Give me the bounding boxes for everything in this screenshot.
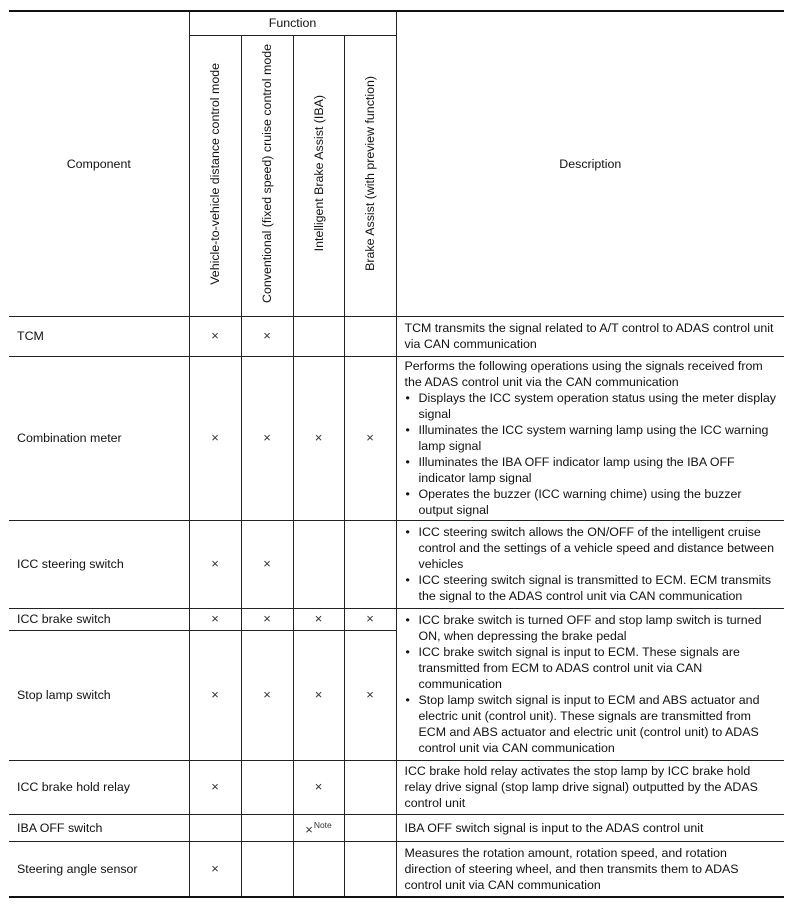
header-function-cell [189, 35, 241, 316]
component-description [396, 841, 784, 897]
bullet-item [405, 692, 777, 756]
component-name: Stop lamp switch [9, 630, 189, 760]
function-mark: × [293, 608, 344, 630]
bullet-dot-icon: • [405, 645, 410, 659]
function-mark [344, 316, 396, 356]
header-function-cell [293, 35, 344, 316]
function-mark: × [189, 630, 241, 760]
function-mark [241, 814, 293, 841]
bullet-dot-icon: • [405, 391, 410, 405]
function-label-distance-control: Vehicle-to-vehicle distance control mode [208, 62, 222, 285]
description-text: Measures the rotation amount, rotation speed, and rotation direction of steering wheel, and then transmits them to ADAS control unit via CAN communication [404, 845, 739, 892]
function-mark: × [293, 630, 344, 760]
bullet-text: ICC brake switch signal is input to ECM. These signals are transmitted from ECM to ADAS control unit via CAN communication [418, 645, 740, 691]
component-description [396, 520, 784, 608]
table-row [9, 520, 784, 608]
description-text: IBA OFF switch signal is input to the ADAS control unit [404, 820, 704, 835]
description-bullets [405, 524, 777, 604]
function-mark: × [293, 356, 344, 520]
function-mark: × [189, 520, 241, 608]
function-mark: × [344, 630, 396, 760]
description-bullets [405, 612, 777, 756]
header-function-cell [241, 35, 293, 316]
function-mark [241, 760, 293, 814]
bullet-dot-icon: • [405, 423, 410, 437]
bullet-dot-icon: • [405, 487, 410, 501]
bullet-item [405, 422, 777, 454]
function-mark: × [241, 316, 293, 356]
description-text: TCM transmits the signal related to A/T control to ADAS control unit via CAN communication [404, 321, 774, 351]
component-description [396, 760, 784, 814]
function-mark: × [241, 520, 293, 608]
header-description: Description [396, 11, 784, 316]
component-name: Combination meter [9, 356, 189, 520]
function-mark [189, 814, 241, 841]
function-mark [344, 520, 396, 608]
function-mark: × [305, 822, 313, 837]
bullet-text: Illuminates the ICC system warning lamp using the ICC warning lamp signal [418, 423, 769, 453]
bullet-item [405, 390, 777, 422]
function-mark: × [189, 356, 241, 520]
description-bullets [405, 390, 777, 518]
header-function: Function [189, 11, 396, 35]
note-reference: Note [313, 820, 332, 830]
function-mark [344, 814, 396, 841]
bullet-dot-icon: • [405, 573, 410, 587]
bullet-dot-icon: • [405, 613, 410, 627]
shared-description [396, 608, 784, 760]
function-mark: × [189, 316, 241, 356]
function-mark: × [241, 630, 293, 760]
component-name: ICC brake hold relay [9, 760, 189, 814]
function-mark [293, 841, 344, 897]
function-mark: × [189, 608, 241, 630]
component-description [396, 356, 784, 520]
bullet-item [405, 486, 777, 518]
function-mark: × [241, 608, 293, 630]
bullet-text: Illuminates the IBA OFF indicator lamp using the IBA OFF indicator lamp signal [418, 455, 735, 485]
function-label-conventional-cruise: Conventional (fixed speed) cruise control mode [260, 44, 274, 303]
component-description [396, 316, 784, 356]
component-name: Steering angle sensor [9, 841, 189, 897]
table-row [9, 316, 784, 356]
bullet-item [405, 454, 777, 486]
function-mark: × [344, 608, 396, 630]
function-mark [293, 520, 344, 608]
table-row [9, 841, 784, 897]
function-label-brake-assist-preview: Brake Assist (with preview function) [363, 76, 378, 271]
header-component: Component [9, 11, 189, 316]
table-row [9, 356, 784, 520]
bullet-dot-icon: • [405, 525, 410, 539]
component-name: TCM [9, 316, 189, 356]
function-mark [344, 760, 396, 814]
component-function-table [9, 10, 784, 898]
table-row [9, 608, 784, 630]
bullet-text: Operates the buzzer (ICC warning chime) using the buzzer output signal [418, 487, 742, 517]
table-row [9, 760, 784, 814]
bullet-text: ICC brake switch is turned OFF and stop lamp switch is turned ON, when depressing the brake pedal [418, 613, 762, 643]
bullet-text: ICC steering switch signal is transmitted to ECM. ECM transmits the signal to the ADAS control unit via CAN communication [418, 573, 772, 603]
function-mark: × [189, 760, 241, 814]
function-mark: × [241, 356, 293, 520]
function-mark: × [344, 356, 396, 520]
description-text: Performs the following operations using the signals received from the ADAS control unit via the CAN communication [404, 359, 763, 389]
function-mark [344, 841, 396, 897]
component-name: ICC brake switch [9, 608, 189, 630]
description-text: ICC brake hold relay activates the stop lamp by ICC brake hold relay drive signal (stop lamp drive signal) outputted by the ADAS control unit [404, 764, 758, 810]
component-name: IBA OFF switch [9, 814, 189, 841]
bullet-text: Stop lamp switch signal is input to ECM and ABS actuator and electric unit (control unit). These signals are transmitted from ECM and ABS actuator and electric unit (control unit) to ADAS control unit via CAN communication [418, 693, 760, 755]
component-name: ICC steering switch [9, 520, 189, 608]
bullet-item [405, 644, 777, 692]
function-mark-with-note [293, 814, 344, 841]
bullet-text: ICC steering switch allows the ON/OFF of the intelligent cruise control and the settings of a vehicle speed and distance between vehicles [418, 525, 774, 571]
bullet-item [405, 572, 777, 604]
bullet-item [405, 612, 777, 644]
function-mark [241, 841, 293, 897]
bullet-item [405, 524, 777, 572]
function-mark [293, 316, 344, 356]
header-function-cell [344, 35, 396, 316]
header-row-top [9, 11, 784, 35]
bullet-dot-icon: • [405, 455, 410, 469]
bullet-dot-icon: • [405, 693, 410, 707]
bullet-text: Displays the ICC system operation status using the meter display signal [418, 391, 776, 421]
function-mark: × [189, 841, 241, 897]
function-label-iba: Intelligent Brake Assist (IBA) [311, 95, 326, 252]
table-row [9, 814, 784, 841]
component-description [396, 814, 784, 841]
function-mark: × [293, 760, 344, 814]
